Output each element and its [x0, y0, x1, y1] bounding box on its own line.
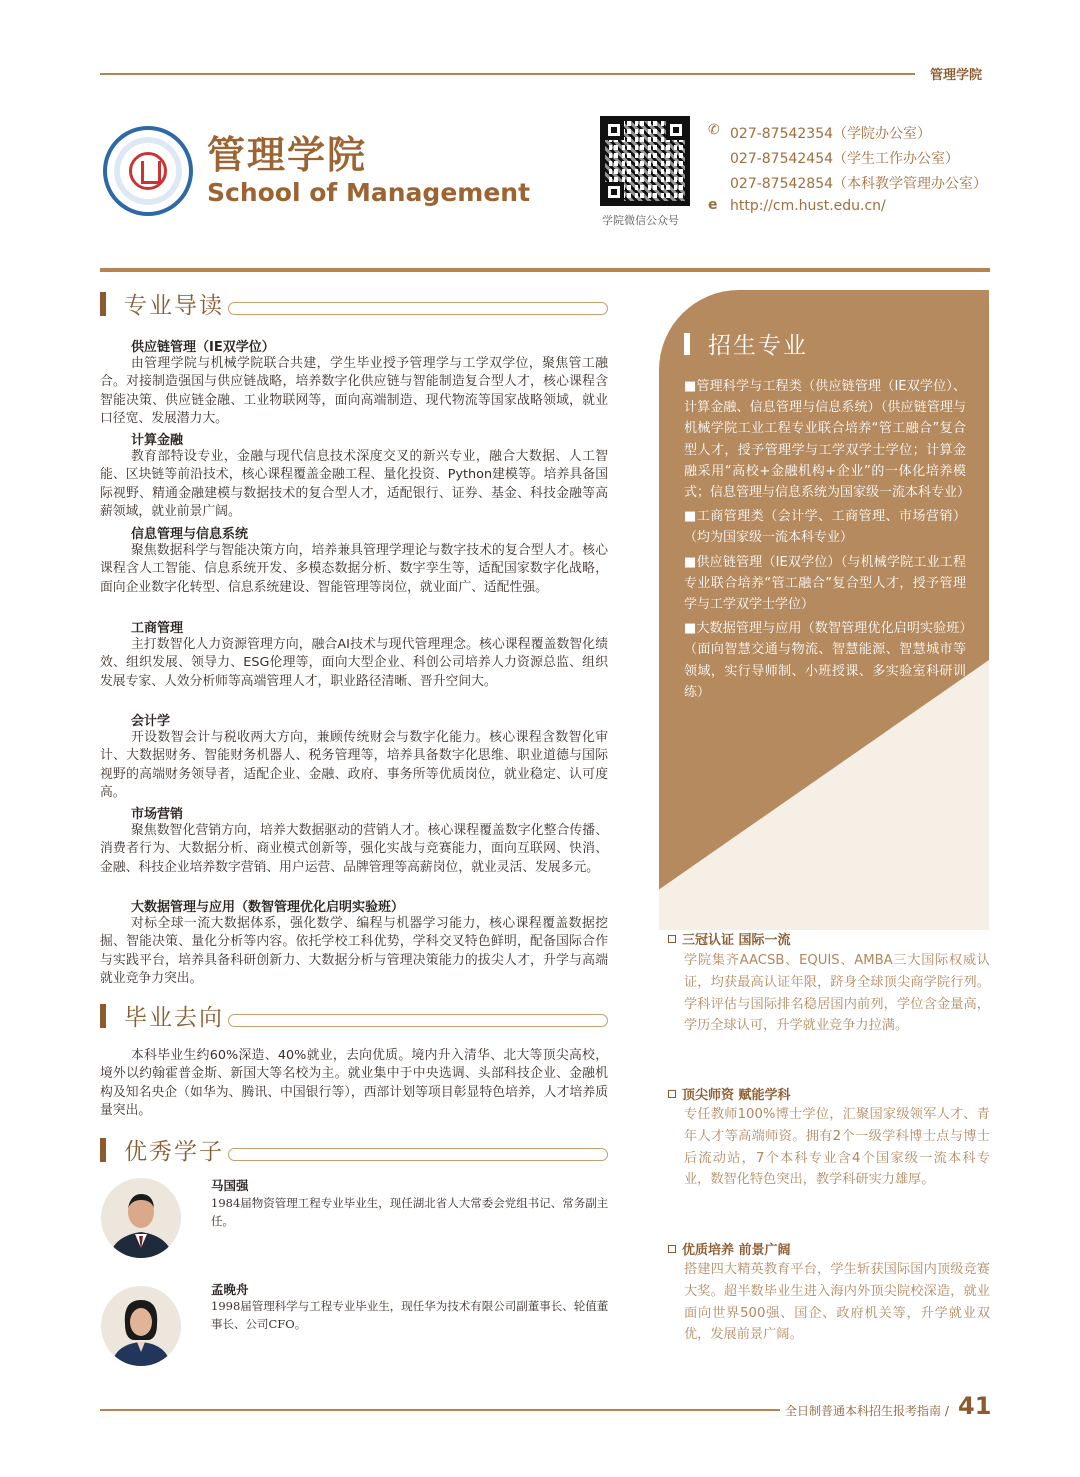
section-alumni-title: 优秀学子 [124, 1139, 224, 1165]
major-title: 工商管理 [131, 621, 184, 636]
alumni-name: 孟晚舟 [211, 1282, 249, 1297]
feature-title: 顶尖师资 赋能学科 [668, 1084, 791, 1103]
major-desc: 对标全球一流大数据体系，强化数学、编程与机器学习能力，核心课程覆盖数据挖掘、智能决策、量化分析等内容。依托学校工科优势，学科交叉特色鲜明，配备国际合作与实践平台，培养具备科研创新力、大数据分析与管理决策能力的拔尖人才，升学与高端就业竞争力突出。 [100, 916, 608, 986]
career-text: 本科毕业生约60%深造、40%就业，去向优质。境内升入清华、北大等顶尖高校，境外以约翰霍普金斯、新国大等名校为主。就业集中于中央选调、头部科技企业、金融机构及知名央企（如华为、腾讯、中国银行等），西部计划等项目彰显特色培养，人才培养质量突出。 [100, 1048, 608, 1118]
recruit-title-bar [684, 333, 690, 355]
major-desc: 由管理学院与机械学院联合共建，学生毕业授予管理学与工学双学位，聚焦管工融合。对接制造强国与供应链战略，培养数字化供应链与智能制造复合型人才，核心课程含智能决策、供应链金融、工业物联网等，面向高端制造、现代物流等国家战略领域，就业口径宽、发展潜力大。 [100, 356, 608, 426]
contact-phone-1: 027-87542354（学院办公室） [730, 126, 932, 142]
footer-rule [100, 1409, 780, 1411]
qr-label: 学院微信公众号 [602, 214, 679, 227]
major-title: 大数据管理与应用（数智管理优化启明实验班） [131, 900, 405, 915]
major-title: 计算金融 [131, 433, 184, 448]
header-divider [100, 268, 990, 272]
recruit-title: 招生专业 [708, 333, 808, 359]
major-desc: 教育部特设专业，金融与现代信息技术深度交叉的新兴专业，融合大数据、人工智能、区块链等前沿技术，核心课程覆盖金融工程、量化投资、Python建模等。培养具备国际视野、精通金融建模与数据技术的复合型人才，适配银行、证券、基金、科技金融等高薪领域，就业前景广阔。 [100, 449, 608, 519]
alumni-desc: 1984届物资管理工程专业毕业生，现任湖北省人大常委会党组书记、常务副主任。 [211, 1196, 609, 1228]
alumni-desc: 1998届管理科学与工程专业毕业生，现任华为技术有限公司副董事长、轮值董事长、公司CFO。 [211, 1299, 609, 1331]
page-title-cn: 管理学院 [207, 133, 368, 177]
top-rule [100, 73, 915, 75]
feature-text: 学院集齐AACSB、EQUIS、AMBA三大国际权威认证，均获最高认证年限，跻身全球顶尖商学院行列。学科评估与国际排名稳居国内前列，学位含金量高，学历全球认可，升学就业竞争力拉满。 [684, 953, 990, 1034]
square-bullet-icon [668, 1090, 676, 1098]
feature-title: 优质培养 前景广阔 [668, 1239, 791, 1258]
phone-icon: ✆ [708, 122, 720, 138]
website-link[interactable]: http://cm.hust.edu.cn/ [730, 198, 886, 214]
recruit-item: ■供应链管理（IE双学位）（与机械学院工业工程专业联合培养“管工融合”复合型人才，授予管理学与工学双学士学位） [684, 554, 966, 613]
school-logo [103, 126, 193, 216]
feature-title: 三冠认证 国际一流 [668, 929, 791, 948]
section-alumni-header [100, 1136, 610, 1166]
square-bullet-icon [668, 935, 676, 943]
page-number: 41 [958, 1392, 992, 1420]
header-tag: 管理学院 [930, 68, 983, 83]
square-bullet-icon [668, 1245, 676, 1253]
major-desc: 聚焦数智化营销方向，培养大数据驱动的营销人才。核心课程覆盖数字化整合传播、消费者行为、大数据分析、商业模式创新等，强化实战与竞赛能力，面向互联网、快消、金融、科技企业培养数字营销、用户运营、品牌管理等高薪岗位，就业灵活、发展多元。 [100, 823, 608, 875]
major-desc: 开设数智会计与税收两大方向，兼顾传统财会与数字化能力。核心课程含数智化审计、大数据财务、智能财务机器人、税务管理等，培养具备数字化思维、职业道德与国际视野的高端财务领导者，适配企业、金融、政府、事务所等优质岗位，就业稳定、认可度高。 [100, 730, 608, 800]
recruit-list [684, 376, 971, 706]
contact-phone-3: 027-87542854（本科教学管理办公室） [730, 176, 988, 192]
qr-code-icon [600, 116, 690, 206]
web-icon: e [708, 197, 718, 213]
footer-guide-text: 全日制普通本科招生报考指南 / [785, 1404, 949, 1418]
alumni-avatar [101, 1286, 181, 1366]
contact-phone-2: 027-87542454（学生工作办公室） [730, 151, 960, 167]
section-career-header [100, 1002, 610, 1032]
major-desc: 主打数智化人力资源管理方向，融合AI技术与现代管理理念。核心课程覆盖数智化绩效、组织发展、领导力、ESG伦理等，面向大型企业、科创公司培养人力资源总监、组织发展专家、人效分析师等高端管理人才，职业路径清晰、晋升空间大。 [100, 637, 608, 689]
major-title: 信息管理与信息系统 [131, 527, 249, 542]
section-guide-title: 专业导读 [124, 293, 224, 319]
major-title: 会计学 [131, 714, 171, 729]
page-title-en: School of Management [207, 178, 531, 207]
major-desc: 聚焦数据科学与智能决策方向，培养兼具管理学理论与数字技术的复合型人才。核心课程含人工智能、信息系统开发、多模态数据分析、数字孪生等，适配国家数字化战略，面向企业数字化转型、信息系统建设、智能管理等岗位，就业面广、适配性强。 [100, 543, 608, 595]
section-career-title: 毕业去向 [124, 1005, 224, 1031]
major-title: 市场营销 [131, 807, 184, 822]
feature-text: 搭建四大精英教育平台，学生斩获国际国内顶级竞赛大奖。超半数毕业生进入海内外顶尖院校深造，就业面向世界500强、国企、政府机关等，升学就业双优，发展前景广阔。 [684, 1262, 990, 1343]
recruit-item: ■工商管理类（会计学、工商管理、市场营销）（均为国家级一流本科专业） [684, 509, 966, 546]
feature-text: 专任教师100%博士学位，汇聚国家级领军人才、青年人才等高端师资。拥有2个一级学科博士点与博士后流动站，7个本科专业含4个国家级一流本科专业，数智化特色突出，教学科研实力雄厚。 [684, 1107, 990, 1188]
alumni-avatar [101, 1178, 181, 1258]
recruit-item: ■管理科学与工程类（供应链管理（IE双学位）、计算金融、信息管理与信息系统）（供应链管理与机械学院工业工程专业联合培养“管工融合”复合型人才，授予管理学与工学双学士学位；计算金融采用“高校+金融机构+企业”的一体化培养模式；信息管理与信息系统为国家级一流本科专业） [684, 379, 971, 501]
section-guide-header [100, 290, 610, 320]
recruit-item: ■大数据管理与应用（数智管理优化启明实验班）（面向智慧交通与物流、智慧能源、智慧城市等领域，实行导师制、小班授课、多实验室科研训练） [684, 621, 966, 700]
major-title: 供应链管理（IE双学位） [131, 340, 275, 355]
alumni-name: 马国强 [211, 1178, 249, 1193]
